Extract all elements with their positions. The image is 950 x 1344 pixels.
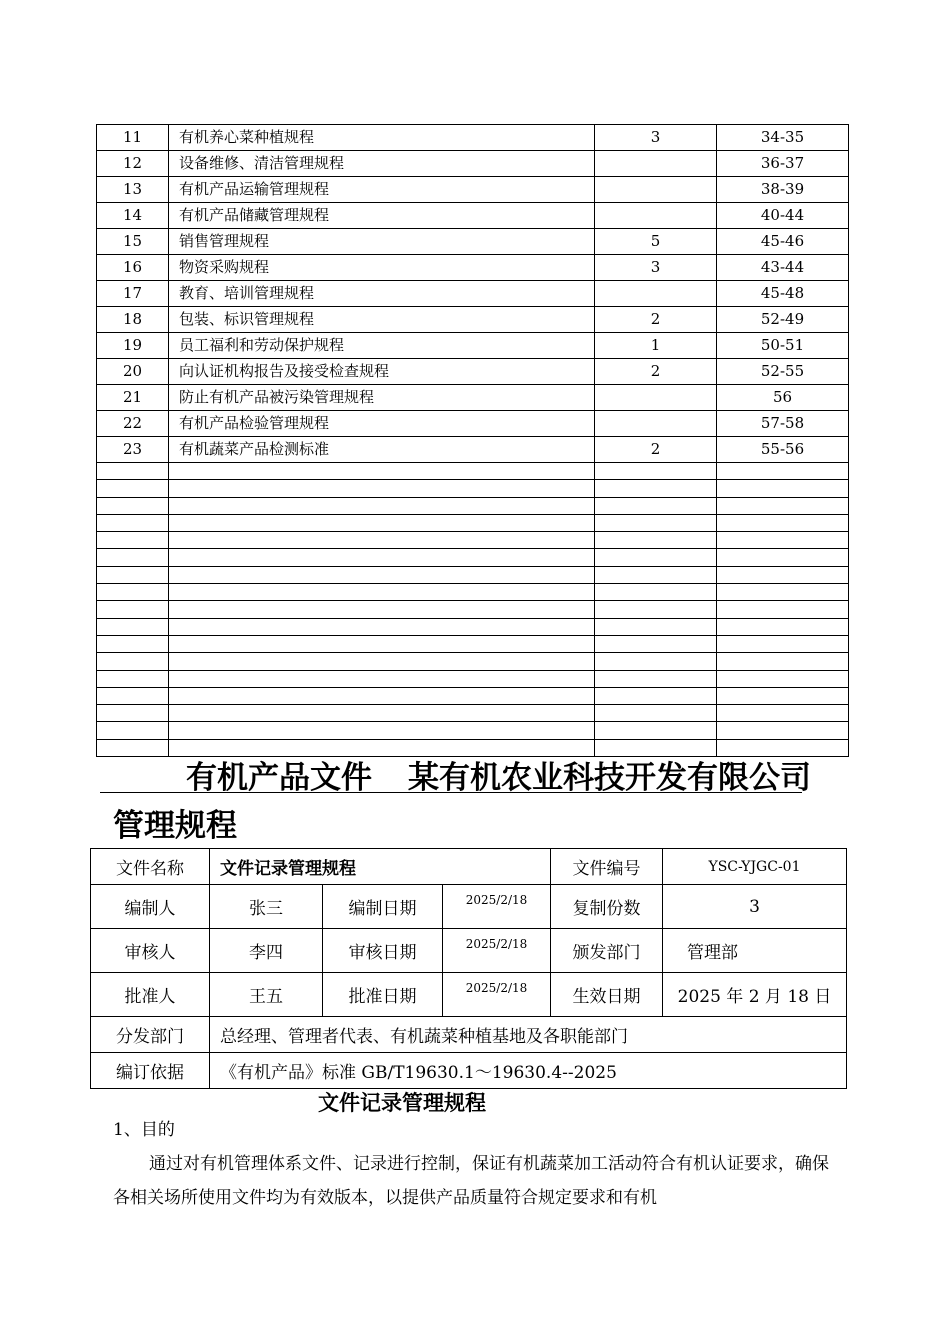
table-row-empty [97,635,849,652]
row-count [595,177,717,203]
row-count [595,281,717,307]
empty-cell [97,532,169,549]
empty-cell [595,635,717,652]
empty-cell [97,618,169,635]
row-pages: 45-46 [717,229,849,255]
row-number: 12 [97,151,169,177]
header-title [186,752,811,797]
row-name: 物资采购规程 [169,255,595,281]
empty-cell [169,722,595,739]
empty-cell [595,722,717,739]
table-row [97,177,849,203]
distribution-value: 总经理、管理者代表、有机蔬菜种植基地及各职能部门 [210,1017,847,1053]
row-pages: 52-55 [717,359,849,385]
meta-row [91,1053,847,1089]
empty-cell [97,653,169,670]
table-row [97,229,849,255]
empty-cell [717,653,849,670]
empty-cell [97,670,169,687]
row-count [595,385,717,411]
empty-cell [97,566,169,583]
empty-cell [97,687,169,704]
table-row [97,281,849,307]
row-count: 1 [595,333,717,359]
empty-cell [717,549,849,566]
empty-cell [169,514,595,531]
empty-cell [595,653,717,670]
table-row [97,151,849,177]
basis-label: 编订依据 [91,1053,210,1089]
meta-row [91,929,847,973]
header-subtitle: 管理规程 [113,808,237,844]
row-name: 包装、标识管理规程 [169,307,595,333]
empty-cell [717,722,849,739]
empty-cell [97,549,169,566]
meta-row [91,1017,847,1053]
row-name: 有机蔬菜产品检测标准 [169,437,595,463]
empty-cell [595,463,717,480]
row-number: 14 [97,203,169,229]
meta-row [91,885,847,929]
row-number: 17 [97,281,169,307]
empty-cell [169,670,595,687]
row-name: 员工福利和劳动保护规程 [169,333,595,359]
row-number: 11 [97,125,169,151]
empty-cell [169,549,595,566]
row-count: 3 [595,255,717,281]
empty-cell [595,705,717,722]
body-paragraph: 通过对有机管理体系文件、记录进行控制，保证有机蔬菜加工活动符合有机认证要求，确保各相关场所使用文件均为有效版本，以提供产品质量符合规定要求和有机 [113,1154,829,1208]
table-row-empty [97,601,849,618]
row-count: 2 [595,359,717,385]
empty-cell [595,618,717,635]
meta-row [91,973,847,1017]
empty-cell [169,635,595,652]
row-count: 5 [595,229,717,255]
empty-cell [97,601,169,618]
empty-cell [169,687,595,704]
empty-cell [595,549,717,566]
row-name: 销售管理规程 [169,229,595,255]
table-row [97,333,849,359]
row-pages: 52-49 [717,307,849,333]
row-name: 有机产品运输管理规程 [169,177,595,203]
table-row-empty [97,480,849,497]
table-row-empty [97,722,849,739]
empty-cell [595,601,717,618]
empty-cell [717,497,849,514]
table-row-empty [97,549,849,566]
empty-cell [717,601,849,618]
row-pages: 34-35 [717,125,849,151]
row-pages: 38-39 [717,177,849,203]
empty-cell [169,653,595,670]
empty-cell [97,635,169,652]
table-row [97,385,849,411]
issue-dept-value: 管理部 [663,929,847,973]
toc-body [97,125,849,757]
empty-cell [595,497,717,514]
row-count: 2 [595,307,717,333]
doc-no-value: YSC-YJGC-01 [663,849,847,885]
author-value: 张三 [210,885,323,929]
document-title: 文件记录管理规程 [318,1091,486,1115]
empty-cell [717,532,849,549]
review-date-value: 2025/2/18 [443,929,551,973]
header-company: 某有机农业科技开发有限公司 [408,760,811,796]
approver-label: 批准人 [91,973,210,1017]
meta-row [91,849,847,885]
author-date-label: 编制日期 [323,885,443,929]
effective-label: 生效日期 [551,973,663,1017]
doc-name-value: 文件记录管理规程 [210,849,551,885]
empty-cell [97,497,169,514]
table-row-empty [97,618,849,635]
section-heading: 1、目的 [113,1120,175,1140]
reviewer-label: 审核人 [91,929,210,973]
row-pages: 55-56 [717,437,849,463]
table-row [97,203,849,229]
row-pages: 36-37 [717,151,849,177]
row-number: 16 [97,255,169,281]
empty-cell [97,739,169,756]
doc-no-label: 文件编号 [551,849,663,885]
author-date-value: 2025/2/18 [443,885,551,929]
header-left: 有机产品文件 [186,760,372,796]
row-pages: 40-44 [717,203,849,229]
table-row-empty [97,687,849,704]
empty-cell [717,635,849,652]
table-row [97,411,849,437]
row-number: 15 [97,229,169,255]
empty-cell [97,463,169,480]
table-row-empty [97,497,849,514]
empty-cell [97,722,169,739]
author-label: 编制人 [91,885,210,929]
empty-cell [717,514,849,531]
empty-cell [169,463,595,480]
effective-value: 2025 年 2 月 18 日 [663,973,847,1017]
row-name: 教育、培训管理规程 [169,281,595,307]
row-pages: 45-48 [717,281,849,307]
row-count: 3 [595,125,717,151]
empty-cell [595,670,717,687]
empty-cell [169,566,595,583]
distribution-label: 分发部门 [91,1017,210,1053]
empty-cell [169,532,595,549]
empty-cell [169,497,595,514]
empty-cell [717,584,849,601]
row-name: 防止有机产品被污染管理规程 [169,385,595,411]
row-pages: 56 [717,385,849,411]
table-row-empty [97,566,849,583]
toc-table [96,124,849,757]
empty-cell [169,705,595,722]
table-row [97,307,849,333]
empty-cell [169,584,595,601]
row-name: 有机产品检验管理规程 [169,411,595,437]
row-name: 有机养心菜种植规程 [169,125,595,151]
approver-value: 王五 [210,973,323,1017]
row-name: 有机产品储藏管理规程 [169,203,595,229]
empty-cell [97,705,169,722]
row-number: 13 [97,177,169,203]
empty-cell [595,532,717,549]
row-name: 向认证机构报告及接受检查规程 [169,359,595,385]
review-date-label: 审核日期 [323,929,443,973]
empty-cell [169,618,595,635]
empty-cell [595,687,717,704]
empty-cell [717,670,849,687]
row-number: 19 [97,333,169,359]
table-row-empty [97,670,849,687]
copies-value: 3 [663,885,847,929]
table-row-empty [97,532,849,549]
reviewer-value: 李四 [210,929,323,973]
table-row [97,437,849,463]
table-row-empty [97,653,849,670]
table-row-empty [97,584,849,601]
row-number: 22 [97,411,169,437]
empty-cell [97,584,169,601]
empty-cell [717,687,849,704]
table-row [97,125,849,151]
empty-cell [97,514,169,531]
table-row-empty [97,463,849,480]
row-number: 21 [97,385,169,411]
empty-cell [717,705,849,722]
table-row [97,255,849,281]
empty-cell [169,601,595,618]
row-number: 20 [97,359,169,385]
empty-cell [717,566,849,583]
table-row-empty [97,514,849,531]
table-row-empty [97,705,849,722]
document-meta-table [90,848,847,1089]
empty-cell [717,463,849,480]
row-name: 设备维修、清洁管理规程 [169,151,595,177]
issue-dept-label: 颁发部门 [551,929,663,973]
empty-cell [169,480,595,497]
basis-value: 《有机产品》标准 GB/T19630.1～19630.4--2025 [210,1053,847,1089]
row-pages: 43-44 [717,255,849,281]
empty-cell [595,480,717,497]
row-count: 2 [595,437,717,463]
empty-cell [595,514,717,531]
empty-cell [97,480,169,497]
empty-cell [595,584,717,601]
empty-cell [595,566,717,583]
row-pages: 50-51 [717,333,849,359]
empty-cell [717,480,849,497]
row-number: 23 [97,437,169,463]
row-count [595,151,717,177]
empty-cell [717,618,849,635]
header-rule [100,792,802,793]
approve-date-label: 批准日期 [323,973,443,1017]
row-number: 18 [97,307,169,333]
row-count [595,203,717,229]
row-count [595,411,717,437]
row-pages: 57-58 [717,411,849,437]
table-row [97,359,849,385]
copies-label: 复制份数 [551,885,663,929]
approve-date-value: 2025/2/18 [443,973,551,1017]
doc-name-label: 文件名称 [91,849,210,885]
